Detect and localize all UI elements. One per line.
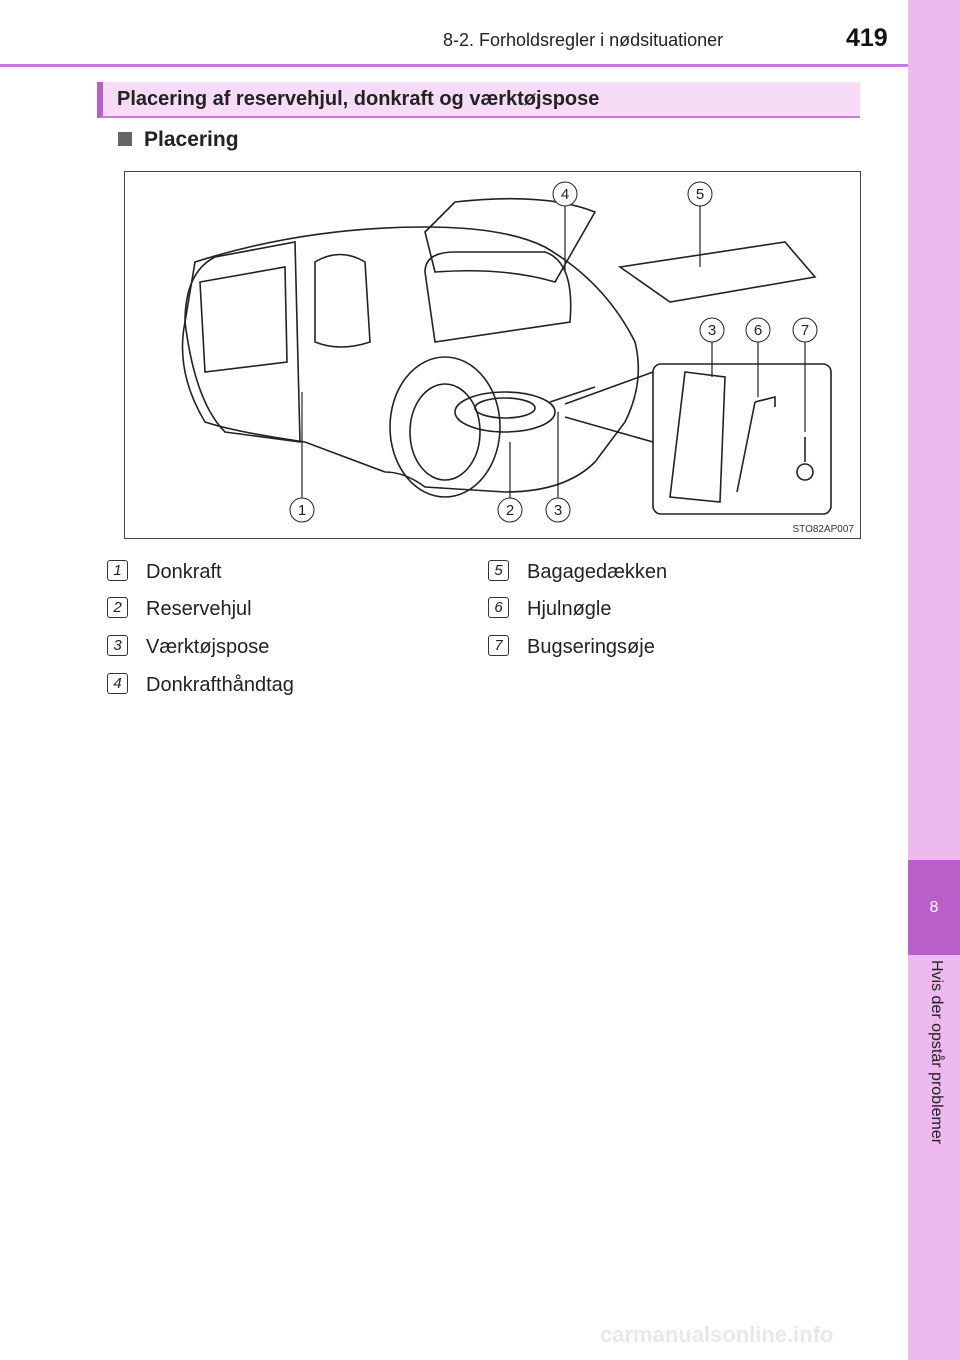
callout-7: [793, 318, 817, 342]
callout-5-text: 5: [695, 186, 705, 203]
header-divider: [0, 64, 908, 67]
callout-3b-text: 3: [707, 322, 717, 339]
watermark: carmanualsonline.info: [600, 1322, 834, 1347]
legend-number: 7: [488, 635, 509, 656]
figure-code: STO82AP007: [792, 524, 854, 535]
cargo-opening: [425, 252, 571, 342]
legend-item: [107, 560, 222, 584]
tailgate: [425, 199, 595, 282]
car-illustration-svg: [125, 172, 862, 540]
page-number: 419: [846, 24, 888, 52]
legend-item: [107, 673, 294, 697]
legend-number: 5: [488, 560, 509, 581]
door-window: [200, 267, 287, 372]
legend-label: Bagagedækken: [527, 561, 668, 583]
legend-item: [488, 597, 611, 621]
rear-wheel: [390, 357, 500, 497]
chapter-title-tab: [915, 960, 955, 1220]
subheading-text: Placering: [144, 128, 239, 151]
seat: [315, 255, 370, 348]
callout-3a-text: 3: [553, 502, 563, 519]
cargo-cover: [620, 242, 815, 302]
callout-2: [498, 498, 522, 522]
jack-handle: [550, 387, 595, 402]
legend-label: Reservehjul: [146, 598, 252, 620]
location-illustration: [124, 171, 861, 539]
legend-item: [488, 635, 655, 659]
legend-label: Værktøjspose: [146, 636, 270, 658]
callout-4-text: 4: [560, 186, 570, 203]
chapter-title: Hvis der opstår problemer: [928, 960, 945, 1145]
legend-number: 3: [107, 635, 128, 656]
callout-1-text: 1: [297, 502, 307, 519]
callout-5: [688, 182, 712, 206]
running-header: 8-2. Forholdsregler i nødsituationer: [443, 30, 724, 50]
leader-lines: [302, 204, 805, 502]
legend-item: [107, 597, 252, 621]
open-door: [185, 242, 300, 442]
legend-number: 1: [107, 560, 128, 581]
section-title-bar: [97, 82, 860, 118]
square-bullet-icon: [118, 132, 132, 146]
callout-7-text: 7: [800, 322, 810, 339]
legend-item: [488, 560, 667, 584]
legend-label: Hjulnøgle: [527, 598, 612, 620]
subheading: [118, 128, 239, 152]
legend-label: Donkraft: [146, 561, 222, 583]
callout-4: [553, 182, 577, 206]
tool-bag: [670, 372, 725, 502]
legend-number: 2: [107, 597, 128, 618]
callout-3b: [700, 318, 724, 342]
wheel-wrench: [737, 397, 775, 492]
legend-label: Bugseringsøje: [527, 636, 655, 658]
callout-6-text: 6: [753, 322, 763, 339]
legend-item: [107, 635, 269, 659]
spare-tire-inner: [475, 398, 535, 418]
legend-number: 4: [107, 673, 128, 694]
callout-6: [746, 318, 770, 342]
towing-eye: [797, 464, 813, 480]
inset-pointer: [565, 372, 653, 442]
chapter-number-tab[interactable]: 8: [908, 860, 960, 955]
callout-3a: [546, 498, 570, 522]
car-body: [183, 227, 639, 492]
legend-label: Donkrafthåndtag: [146, 674, 294, 696]
legend-number: 6: [488, 597, 509, 618]
callout-1: [290, 498, 314, 522]
section-title: Placering af reservehjul, donkraft og værktøjspose: [117, 88, 600, 110]
callout-2-text: 2: [505, 502, 515, 519]
